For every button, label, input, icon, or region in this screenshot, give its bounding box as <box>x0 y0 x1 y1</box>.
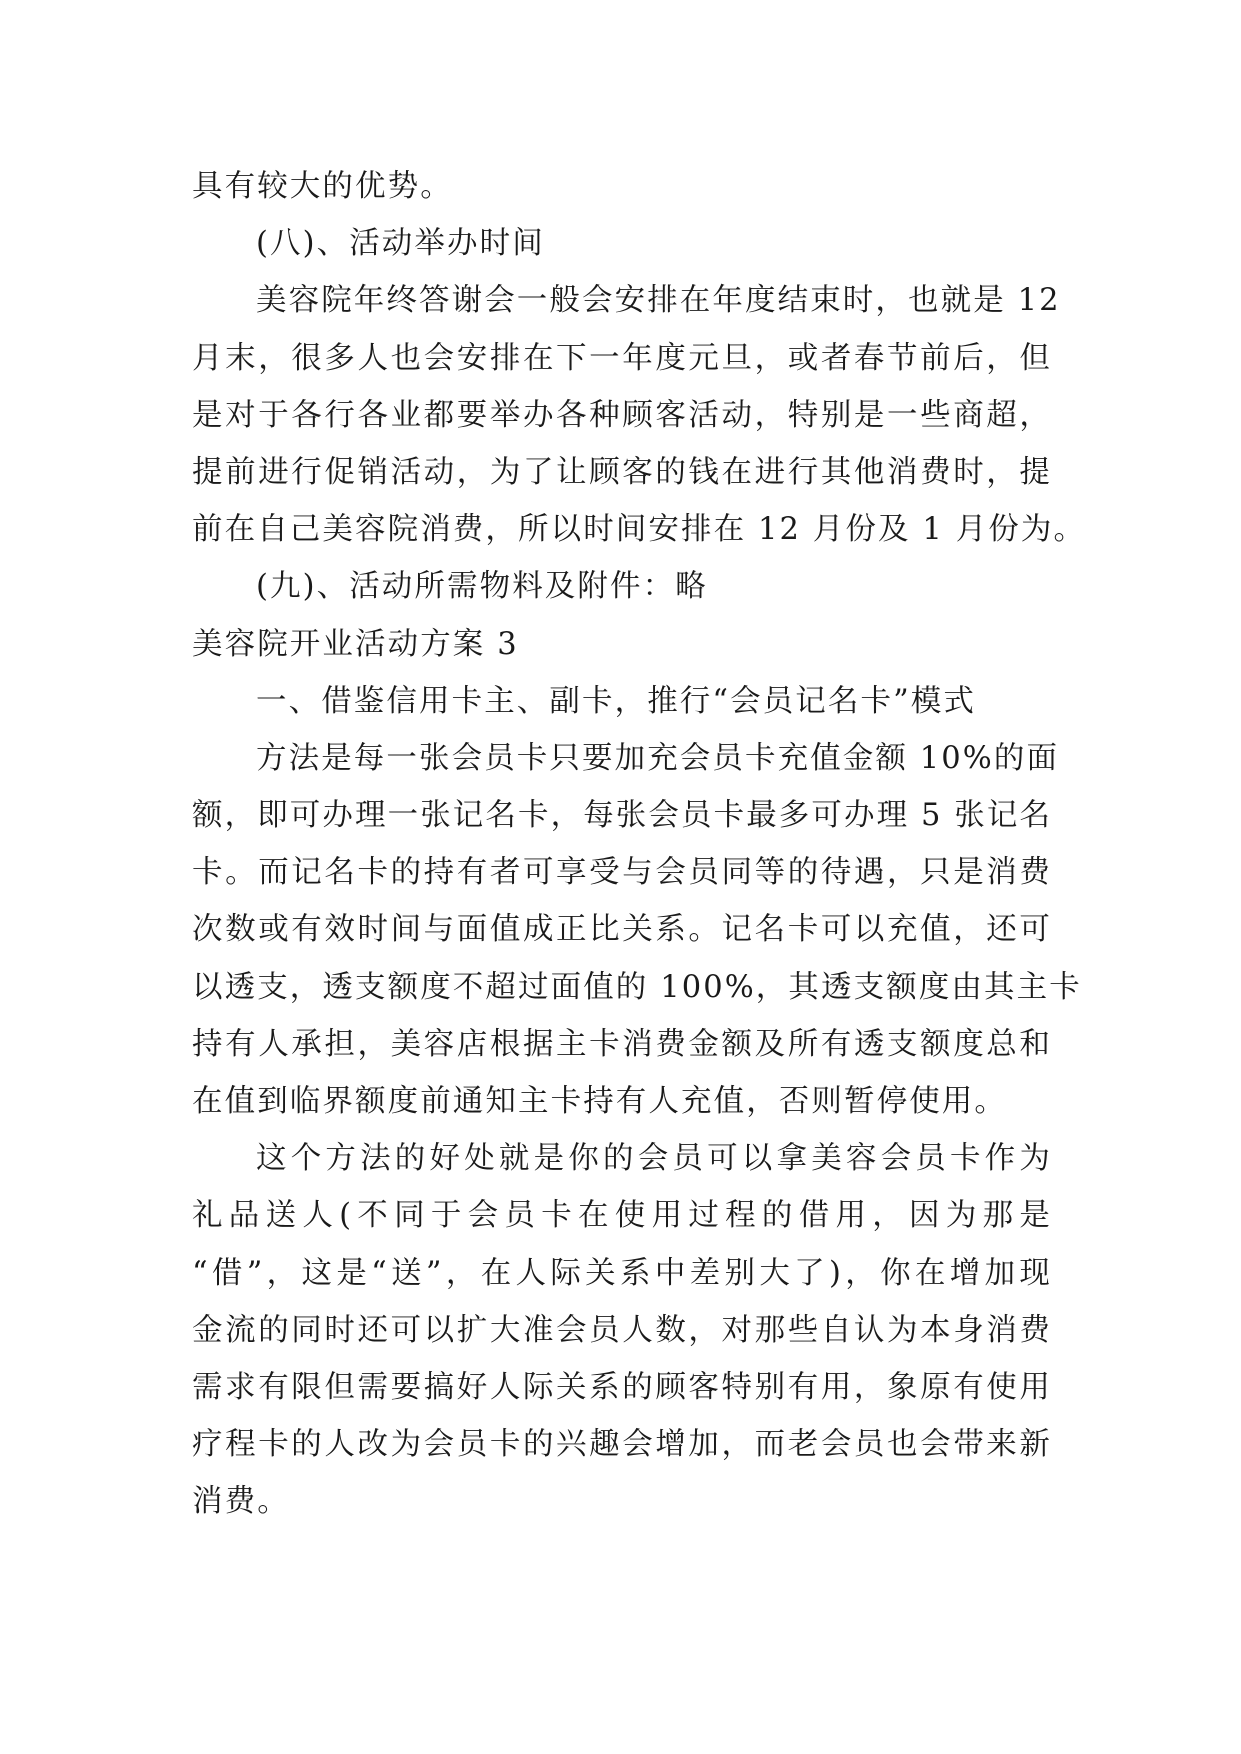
text-line: 额，即可办理一张记名卡，每张会员卡最多可办理 5 张记名 <box>192 798 1053 834</box>
text-line: 提前进行促销活动，为了让顾客的钱在进行其他消费时，提 <box>192 454 1052 490</box>
text-line: 美容院年终答谢会一般会安排在年度结束时，也就是 12 <box>256 283 1061 319</box>
text-line: 方法是每一张会员卡只要加充会员卡充值金额 10%的面 <box>256 740 1060 776</box>
text-line: 次数或有效时间与面值成正比关系。记名卡可以充值，还可 <box>192 912 1052 948</box>
text-line: 疗程卡的人改为会员卡的兴趣会增加，而老会员也会带来新 <box>192 1427 1052 1463</box>
text-line: 月末，很多人也会安排在下一年度元旦，或者春节前后，但 <box>192 340 1052 376</box>
text-line: 需求有限但需要搞好人际关系的顾客特别有用，象原有使用 <box>192 1369 1052 1405</box>
text-line: 持有人承担，美容店根据主卡消费金额及所有透支额度总和 <box>192 1026 1052 1062</box>
document-title: 美容院开业活动方案 3 <box>192 626 519 662</box>
text-line: 卡。而记名卡的持有者可享受与会员同等的待遇，只是消费 <box>192 855 1052 891</box>
text-line: 是对于各行各业都要举办各种顾客活动，特别是一些商超， <box>192 397 1052 433</box>
section-heading-9: (九)、活动所需物料及附件：略 <box>256 569 708 605</box>
section-heading-8: (八)、活动举办时间 <box>256 226 545 262</box>
text-line: 前在自己美容院消费，所以时间安排在 12 月份及 1 月份为。 <box>192 512 1087 548</box>
text-line: 礼品送人(不同于会员卡在使用过程的借用，因为那是 <box>192 1198 1052 1234</box>
text-line: 消费。 <box>192 1484 290 1520</box>
text-line: 这个方法的好处就是你的会员可以拿美容会员卡作为 <box>256 1141 1052 1177</box>
body-text <box>192 158 1087 1531</box>
text-line: 金流的同时还可以扩大准会员人数，对那些自认为本身消费 <box>192 1312 1052 1348</box>
text-line: “借”，这是“送”，在人际关系中差别大了)，你在增加现 <box>192 1255 1052 1291</box>
text-line: 在值到临界额度前通知主卡持有人充值，否则暂停使用。 <box>192 1084 1007 1119</box>
text-line: 具有较大的优势。 <box>192 169 453 204</box>
section-heading-1: 一、借鉴信用卡主、副卡，推行“会员记名卡”模式 <box>256 683 976 719</box>
text-line: 以透支，透支额度不超过面值的 100%，其透支额度由其主卡 <box>192 969 1082 1005</box>
